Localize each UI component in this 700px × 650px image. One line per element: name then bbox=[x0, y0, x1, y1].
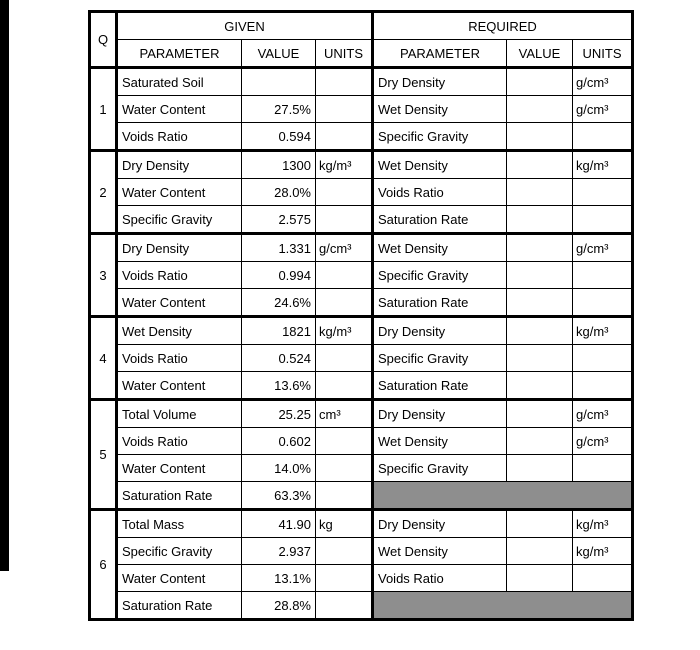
given-value: 0.602 bbox=[242, 428, 316, 455]
table-row bbox=[90, 206, 633, 234]
required-units: g/cm³ bbox=[573, 68, 633, 96]
given-value: 0.594 bbox=[242, 123, 316, 151]
question-group bbox=[90, 400, 633, 510]
given-parameter: Water Content bbox=[117, 179, 242, 206]
given-value: 2.937 bbox=[242, 538, 316, 565]
given-parameter: Saturation Rate bbox=[117, 592, 242, 620]
given-value: 0.994 bbox=[242, 262, 316, 289]
required-units bbox=[573, 345, 633, 372]
required-value bbox=[507, 206, 573, 234]
table-row bbox=[90, 565, 633, 592]
given-units bbox=[316, 123, 373, 151]
given-value: 2.575 bbox=[242, 206, 316, 234]
question-number: 2 bbox=[90, 151, 117, 234]
given-parameter: Total Volume bbox=[117, 400, 242, 428]
section-header-row bbox=[90, 12, 633, 40]
given-parameter: Total Mass bbox=[117, 510, 242, 538]
table-row bbox=[90, 592, 633, 620]
question-group bbox=[90, 510, 633, 620]
required-value bbox=[507, 372, 573, 400]
question-group bbox=[90, 234, 633, 317]
table-row bbox=[90, 96, 633, 123]
given-parameter: Water Content bbox=[117, 289, 242, 317]
required-parameter: Specific Gravity bbox=[373, 455, 507, 482]
given-value: 24.6% bbox=[242, 289, 316, 317]
question-number: 5 bbox=[90, 400, 117, 510]
required-units: g/cm³ bbox=[573, 96, 633, 123]
required-units-header: UNITS bbox=[573, 40, 633, 68]
required-value bbox=[507, 234, 573, 262]
given-value: 28.0% bbox=[242, 179, 316, 206]
table-row bbox=[90, 510, 633, 538]
given-parameter: Voids Ratio bbox=[117, 428, 242, 455]
required-value bbox=[507, 565, 573, 592]
given-units: cm³ bbox=[316, 400, 373, 428]
required-parameter: Wet Density bbox=[373, 538, 507, 565]
given-units bbox=[316, 206, 373, 234]
table-row bbox=[90, 428, 633, 455]
given-value: 63.3% bbox=[242, 482, 316, 510]
required-units bbox=[573, 179, 633, 206]
required-value bbox=[507, 68, 573, 96]
given-parameter: Water Content bbox=[117, 565, 242, 592]
required-parameter: Voids Ratio bbox=[373, 179, 507, 206]
given-units-header: UNITS bbox=[316, 40, 373, 68]
given-parameter: Voids Ratio bbox=[117, 262, 242, 289]
given-units bbox=[316, 565, 373, 592]
given-units: kg/m³ bbox=[316, 317, 373, 345]
given-units bbox=[316, 372, 373, 400]
table-row bbox=[90, 123, 633, 151]
table-row bbox=[90, 345, 633, 372]
given-value: 1821 bbox=[242, 317, 316, 345]
given-value: 13.1% bbox=[242, 565, 316, 592]
given-value: 28.8% bbox=[242, 592, 316, 620]
required-value bbox=[507, 510, 573, 538]
required-parameter-header: PARAMETER bbox=[373, 40, 507, 68]
table-row bbox=[90, 400, 633, 428]
required-parameter: Saturation Rate bbox=[373, 206, 507, 234]
table-row bbox=[90, 262, 633, 289]
table-row bbox=[90, 151, 633, 179]
required-value bbox=[507, 538, 573, 565]
required-parameter: Specific Gravity bbox=[373, 123, 507, 151]
given-parameter: Voids Ratio bbox=[117, 345, 242, 372]
given-units: kg/m³ bbox=[316, 151, 373, 179]
required-parameter: Specific Gravity bbox=[373, 345, 507, 372]
given-value-header: VALUE bbox=[242, 40, 316, 68]
required-value bbox=[507, 289, 573, 317]
given-units: kg bbox=[316, 510, 373, 538]
required-parameter: Wet Density bbox=[373, 151, 507, 179]
given-units bbox=[316, 455, 373, 482]
given-value: 41.90 bbox=[242, 510, 316, 538]
table-row bbox=[90, 179, 633, 206]
required-parameter: Saturation Rate bbox=[373, 289, 507, 317]
required-value bbox=[507, 428, 573, 455]
given-units bbox=[316, 96, 373, 123]
problems-table bbox=[88, 10, 634, 621]
required-value bbox=[507, 151, 573, 179]
given-units bbox=[316, 345, 373, 372]
required-value bbox=[507, 262, 573, 289]
column-header-row bbox=[90, 40, 633, 68]
given-units: g/cm³ bbox=[316, 234, 373, 262]
table-row bbox=[90, 289, 633, 317]
required-value bbox=[507, 123, 573, 151]
blocked-cell bbox=[373, 482, 633, 510]
question-number: 1 bbox=[90, 68, 117, 151]
given-section-header: GIVEN bbox=[117, 12, 373, 40]
required-value bbox=[507, 96, 573, 123]
given-units bbox=[316, 262, 373, 289]
given-parameter: Saturation Rate bbox=[117, 482, 242, 510]
given-value: 27.5% bbox=[242, 96, 316, 123]
blocked-cell bbox=[373, 592, 633, 620]
given-units bbox=[316, 68, 373, 96]
required-parameter: Wet Density bbox=[373, 96, 507, 123]
given-parameter: Wet Density bbox=[117, 317, 242, 345]
required-units: kg/m³ bbox=[573, 538, 633, 565]
question-number: 4 bbox=[90, 317, 117, 400]
required-parameter: Voids Ratio bbox=[373, 565, 507, 592]
given-parameter: Water Content bbox=[117, 372, 242, 400]
required-section-header: REQUIRED bbox=[373, 12, 633, 40]
required-value bbox=[507, 317, 573, 345]
given-parameter: Saturated Soil bbox=[117, 68, 242, 96]
given-value: 13.6% bbox=[242, 372, 316, 400]
given-parameter: Specific Gravity bbox=[117, 538, 242, 565]
question-group bbox=[90, 151, 633, 234]
required-value bbox=[507, 179, 573, 206]
given-parameter: Water Content bbox=[117, 96, 242, 123]
table-row bbox=[90, 538, 633, 565]
given-units bbox=[316, 179, 373, 206]
table-row bbox=[90, 455, 633, 482]
given-value: 0.524 bbox=[242, 345, 316, 372]
given-value bbox=[242, 68, 316, 96]
required-value-header: VALUE bbox=[507, 40, 573, 68]
required-units bbox=[573, 206, 633, 234]
question-number: 3 bbox=[90, 234, 117, 317]
required-parameter: Specific Gravity bbox=[373, 262, 507, 289]
table-row bbox=[90, 482, 633, 510]
required-parameter: Wet Density bbox=[373, 428, 507, 455]
given-value: 25.25 bbox=[242, 400, 316, 428]
table-header bbox=[90, 12, 633, 68]
given-units bbox=[316, 482, 373, 510]
left-black-bar bbox=[0, 0, 9, 571]
given-units bbox=[316, 428, 373, 455]
required-units bbox=[573, 372, 633, 400]
given-parameter: Specific Gravity bbox=[117, 206, 242, 234]
given-parameter: Dry Density bbox=[117, 151, 242, 179]
given-units bbox=[316, 289, 373, 317]
table-row bbox=[90, 317, 633, 345]
table-row bbox=[90, 234, 633, 262]
given-units bbox=[316, 592, 373, 620]
required-units: g/cm³ bbox=[573, 400, 633, 428]
required-units: g/cm³ bbox=[573, 234, 633, 262]
required-units bbox=[573, 123, 633, 151]
required-parameter: Dry Density bbox=[373, 317, 507, 345]
table-row bbox=[90, 68, 633, 96]
required-parameter: Saturation Rate bbox=[373, 372, 507, 400]
given-units bbox=[316, 538, 373, 565]
required-value bbox=[507, 455, 573, 482]
question-group bbox=[90, 68, 633, 151]
table-row bbox=[90, 372, 633, 400]
required-parameter: Wet Density bbox=[373, 234, 507, 262]
required-units bbox=[573, 262, 633, 289]
given-parameter: Dry Density bbox=[117, 234, 242, 262]
given-parameter-header: PARAMETER bbox=[117, 40, 242, 68]
given-value: 1.331 bbox=[242, 234, 316, 262]
required-parameter: Dry Density bbox=[373, 510, 507, 538]
required-parameter: Dry Density bbox=[373, 400, 507, 428]
given-value: 1300 bbox=[242, 151, 316, 179]
question-group bbox=[90, 317, 633, 400]
given-value: 14.0% bbox=[242, 455, 316, 482]
required-units: g/cm³ bbox=[573, 428, 633, 455]
given-parameter: Water Content bbox=[117, 455, 242, 482]
required-units: kg/m³ bbox=[573, 510, 633, 538]
given-parameter: Voids Ratio bbox=[117, 123, 242, 151]
required-parameter: Dry Density bbox=[373, 68, 507, 96]
required-units bbox=[573, 565, 633, 592]
required-units bbox=[573, 455, 633, 482]
question-number: 6 bbox=[90, 510, 117, 620]
required-units: kg/m³ bbox=[573, 151, 633, 179]
required-units bbox=[573, 289, 633, 317]
required-value bbox=[507, 400, 573, 428]
q-column-header: Q bbox=[90, 12, 117, 68]
required-value bbox=[507, 345, 573, 372]
required-units: kg/m³ bbox=[573, 317, 633, 345]
